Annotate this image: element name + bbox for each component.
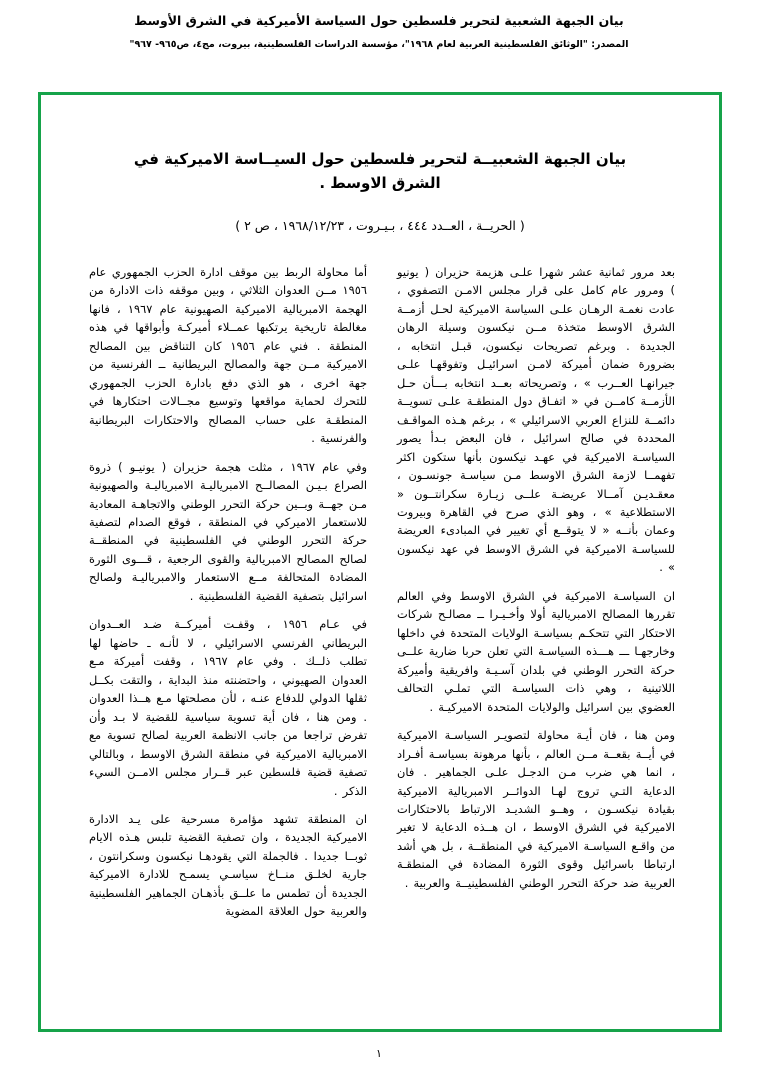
- paragraph: ان المنطقة تشهد مؤامرة مسرحية على يـد الادارة الاميركية الجديدة ، وان تصفية القضية تلبس هـذه الايام ثوبــا جديدا . فالجملة التي يقودهـا نيكسون وسكرانتون ، جارية لخلـق منــاخ سياسـي يسمـح للادارة الاميركية الجديدة أن تطمس ما علــق بأذهـان الجماهير الفلسطينية والعربية حول العلاقة المضوية: [89, 812, 367, 919]
- green-border-frame: [38, 92, 722, 1032]
- article-citation: ( الحريــة ، العــدد ٤٤٤ ، بـيـروت ، ١٩٦٨/١٢/٢٣ ، ص ٢ ): [235, 218, 525, 233]
- paragraph: في عـام ١٩٥٦ ، وقفـت أميركــة ضـد العــدوان البريطاني الفرنسي الاسرائيلي ، لا لأنـه ـ حاضها لها تطلب ذلــك . وفي عام ١٩٦٧ ، وقفت أميركة مـع العدوان الصهيوني ، واحتضنته منذ البداية ، والتقت بكــل ثقلها الدولي للدفاع عنـه ، لأن مصلحتها مـع هــذا العدوان . ومن هنا ، فان أية تسوية سياسية للقضية لا بـد وأن تفرض تراجعا من جانب الانظمة العربية لصالح تسوية مع الامبريالية الاميركية في منطقة الشرق الاوسط ، وبالتالي تصفية قضية فلسطين عبر قــرار مجلس الامــن السيء الذكر .: [89, 617, 367, 798]
- paragraph: وفي عام ١٩٦٧ ، مثلت هجمة حزيران ( يونيـو ) ذروة الصراع بـيـن المصالــح الامبرياليـة الامبرياليـة والصهيونية مـن جهــة وبــين حركة التحرر الوطني والاتجاهـة المعادية للاستعمار الاميركي في المنطقة ، فوقع الصدام لتصفية حركة التحرر الوطني في الفلسطينية في المنطقــة لصالح المصالح الامبريالية والقوى الرجعية ، قـــوى الثورة المضادة المتحالفة مــع الاستعمار والامبرياليـة ولصالح اسرائيل بتصفية القضية الفلسطينية .: [89, 459, 367, 603]
- page-number: ١: [376, 1047, 382, 1060]
- column-right: [397, 263, 675, 902]
- article-title: بيان الجبهة الشعبيــة لتحرير فلسطين حول السيــاسة الاميركية في الشرق الاوسط .: [133, 150, 627, 192]
- paragraph: بعد مرور ثمانية عشر شهرا علـى هزيمة حزيران ( يونيو ) ومرور عام كامل على قرار مجلس الامـن التصفوي ، عادت نغمـة الرهـان علـى السياسة الاميركية لحـل أزمــة الشرق الاوسط متخذة مــن نيكسون وسيلة الرهان الجديدة . وبرغم تصريحات نيكسون، قبـل انتخابه ، بضرورة ضمان أميركة لامـن اسرائيـل وتفوقهـا علـى جيرانهـا العــرب » ، وتصريحاته بعــد انتخابه بـــأن حـل الأزمــة كامــن في « اتفـاق دول المنطقـة علـى تسويــة دائمــة للنزاع العربي الاسرائيلي » ، برغم هـذه المواقـف المحددة في صالح اسرائيل ، فان البعض بـدأ يصور السياسـة الاميركية في عهـد نيكسون بأنها ستكون اكثر تفهمــا لازمة الشرق الاوسط مـن سياسـة جونسـون ، معقـديـن آمــالا عريضـة علــى زيـارة سكرانتــون « الاستطلاعية » ، وهو الذي صرح في القاهرة وبيروت وعمان بأنــه « لا يتوقــع أي تغيير في المبادىء العريضة للسياسـة الاميركية في الشرق الاوسط في عهد نيكسون » .: [397, 264, 675, 575]
- paragraph: ان السياسـة الاميركية في الشرق الاوسط وفي العالم تقررها المصالح الامبريالية أولا وأخـيـرا ــ مصالـح شركات الاحتكار التي تتحكـم بسياسـة الولايات المتحدة في داخلها وخارجهـا ـــ هـــذه السياسـة التي تعلن حربا ضارية علــى حركة التحرر الوطني في بلدان آسـيـة وافريقية وأميركة اللاتينية ، وهي ذات السياسـة التي تملـي التحالف العضوي بين اسرائيل والولايات المتحدة الاميركيـة .: [397, 588, 675, 714]
- document-source: المصدر: "الوثائق الفلسطينية العربية لعام ١٩٦٨"، مؤسسة الدراسات الفلسطينية، بيروت، مج٤، ص٩٦٥- ٩٦٧": [129, 38, 629, 50]
- article-columns: [85, 263, 675, 931]
- document-title: بيان الجبهة الشعبية لتحرير فلسطين حول السياسة الأميركية في الشرق الأوسط: [134, 13, 624, 28]
- paragraph: أما محاولة الربط بين موقف ادارة الحزب الجمهوري عام ١٩٥٦ مــن العدوان الثلاثي ، وبين موقفه ذات الادارة من الهجمة الامبريالية الاميركية الصهيونية عام ١٩٦٧ ، فانها مغالطة تاريخية يرتكبها عمــلاء أميركـة وأبواقها في هذه المنطقة . فني عام ١٩٥٦ كان التناقض بين المصالح الاميركية مــن جهة والمصالح البريطانية ــ الفرنسية من جهة اخرى ، هو الذي دفع بادارة الحزب الجمهوري للتحرك لحماية مواقعها وتوسيع مجــالات احتكارها في المنطقـة على حساب المصالح والاحتكارات البريطانية والفرنسية .: [89, 264, 368, 446]
- column-left: [89, 263, 367, 931]
- document-header: [0, 0, 758, 52]
- paragraph: ومن هنا ، فان أيـة محاولة لتصويـر السياسـة الاميركية في أيــة بقعــة مــن العالم ، بأنها مرهونة بسياسـة أفـراد ، انما هي ضرب مـن الدجـل علـى الجماهير . فان الدعاية التـي تروج لهـا الدوائــر الامبريالية الاميركية بقيادة نيكسـون ، وهــو الشديـد الارتباط بالاحتكارات الاميركية في الشرق الاوسط ، ان هــذه الدعاية لا تغير من واقـع السياسـة الاميركية في المنطقــة ، بل هي أشد ارتباطا باسرائيل وقوى الثورة المضادة في المنطقـة العربية ضد حركة التحرر الوطني الفلسطينيــة والعربية .: [397, 728, 675, 890]
- frame-content: [41, 95, 719, 1029]
